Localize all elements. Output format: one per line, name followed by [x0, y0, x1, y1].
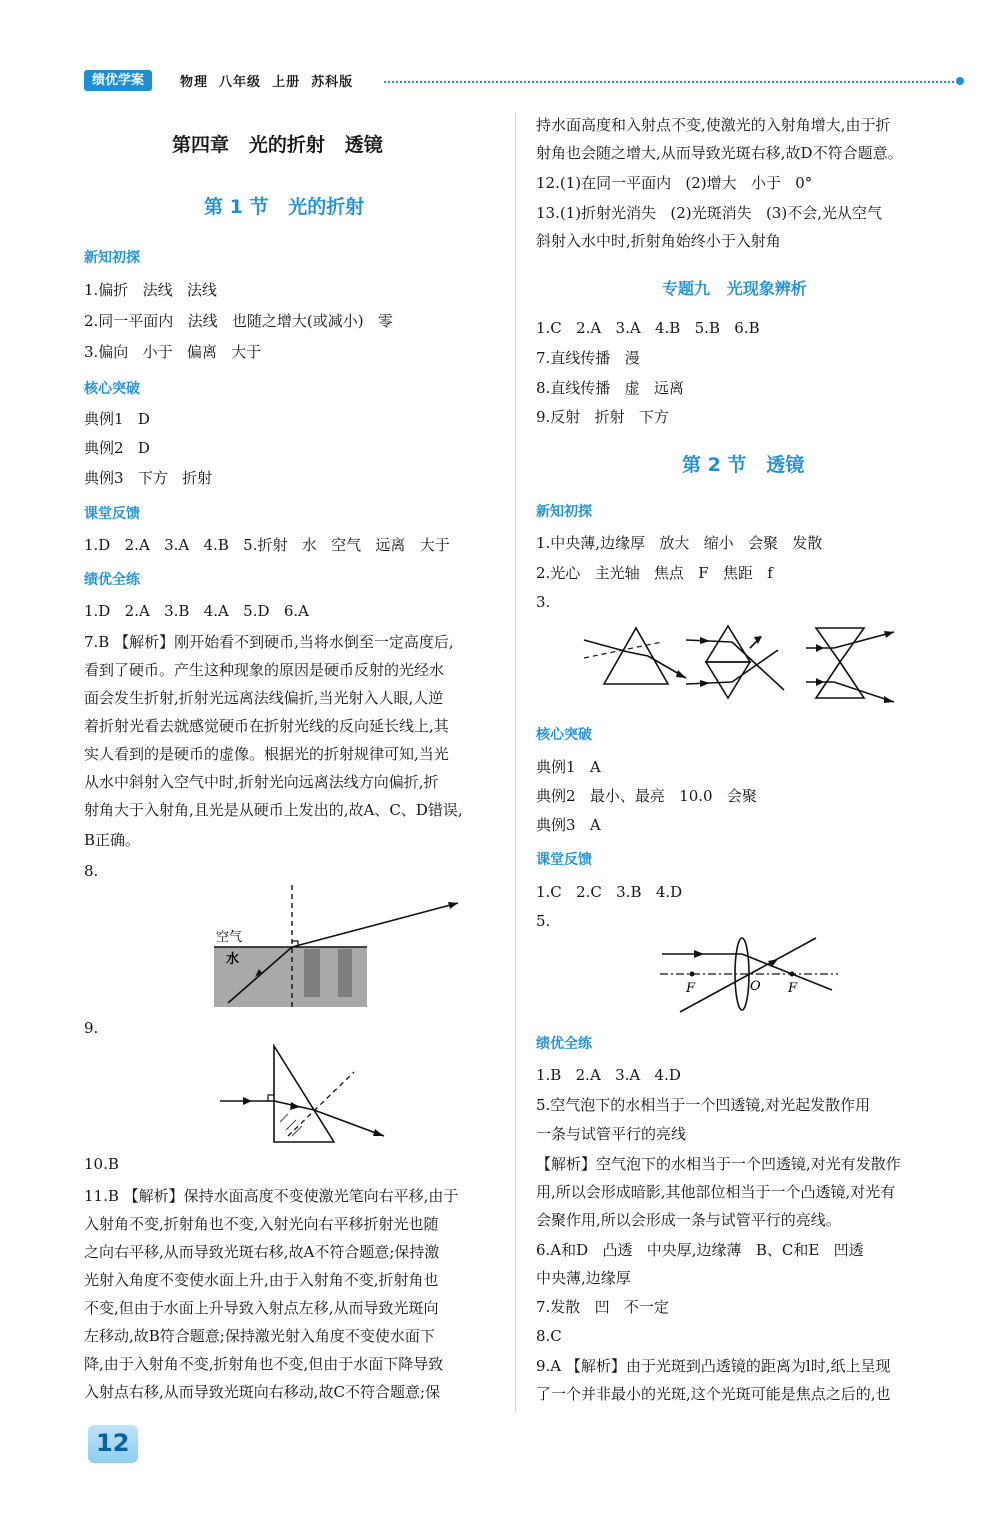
answer-line: 1.C 2.A 3.A 4.B 5.B 6.B [536, 319, 760, 337]
label-focus-left: F [686, 981, 696, 996]
explanation-line: 面会发生折射,折射光远离法线偏折,当光射入人眼,人逆 [84, 689, 444, 707]
explanation-line: 用,所以会形成暗影,其他部位相当于一个凸透镜,对光有 [536, 1183, 896, 1201]
arrow-head-icon [448, 902, 458, 909]
answer-line: 中央薄,边缘厚 [536, 1269, 631, 1287]
answer-line: 斜射入水中时,折射角始终小于入射角 [536, 232, 781, 250]
answer-line: 12.(1)在同一平面内 (2)增大 小于 0° [536, 174, 813, 192]
answer-line: 1.D 2.A 3.A 4.B 5.折射 水 空气 远离 大于 [84, 536, 450, 554]
right-column [536, 0, 966, 1517]
label-optical-center: O [750, 979, 761, 994]
section-title: 第 1 节 光的折射 [204, 196, 365, 218]
explanation-line: 入射角不变,折射角也不变,入射光向右平移折射光也随 [84, 1215, 439, 1233]
answer-line: 典例1 A [536, 758, 601, 776]
header-text: 物理 八年级 上册 苏科版 [180, 75, 354, 90]
explanation-line: 入射点右移,从而导致光斑向右移动,故C不符合题意;保 [84, 1383, 441, 1401]
refraction-diagram-water-air [212, 885, 472, 1010]
left-column [84, 0, 514, 1517]
question-number: 3. [536, 593, 551, 611]
heading-ketang: 课堂反馈 [536, 852, 592, 868]
label-focus-right: F [788, 981, 798, 996]
explanation-line: 持水面高度和入射点不变,使激光的入射角增大,由于折 [536, 116, 891, 134]
answer-line: 1.中央薄,边缘厚 放大 缩小 会聚 发散 [536, 534, 823, 552]
heading-xinzhi: 新知初探 [84, 250, 140, 266]
explanation-line: 会聚作用,所以会形成一条与试管平行的亮线。 [536, 1211, 841, 1229]
answer-line: 2.光心 主光轴 焦点 F 焦距 f [536, 564, 773, 582]
emergent-ray [314, 1110, 384, 1136]
chapter-title: 第四章 光的折射 透镜 [172, 134, 383, 156]
answer-line: 典例3 下方 折射 [84, 469, 213, 487]
answer-line: 1.C 2.C 3.B 4.D [536, 883, 683, 901]
prism-hatch [280, 1114, 288, 1122]
explanation-line: 【解析】空气泡下的水相当于一个凹透镜,对光有发散作 [536, 1155, 901, 1173]
explanation-line: 看到了硬币。产生这种现象的原因是硬币反射的光经水 [84, 661, 445, 679]
page-number-box [88, 1425, 138, 1463]
coin-image-shade [304, 949, 320, 997]
answer-line: 1.D 2.A 3.B 4.A 5.D 6.A [84, 602, 309, 620]
question-number: 5. [536, 912, 551, 930]
convex-lens-diagram [660, 934, 850, 1024]
answer-line: 5.空气泡下的水相当于一个凹透镜,对光起发散作用 [536, 1096, 871, 1114]
heading-hexin: 核心突破 [536, 727, 592, 743]
answer-line: 2.同一平面内 法线 也随之增大(或减小) 零 [84, 312, 393, 330]
answer-line: 13.(1)折射光消失 (2)光斑消失 (3)不会,光从空气 [536, 204, 882, 222]
answer-line: 3.偏向 小于 偏离 大于 [84, 343, 262, 361]
header-badge: 绩优学案 [84, 70, 152, 91]
heading-hexin: 核心突破 [84, 381, 140, 397]
explanation-line: 着折射光看去就感觉硬币在折射光线的反向延长线上,其 [84, 717, 449, 735]
heading-jiyou: 绩优全练 [536, 1036, 592, 1052]
answer-line: 典例2 D [84, 439, 150, 457]
answer-line: 典例1 D [84, 410, 150, 428]
focal-point-left [690, 972, 695, 977]
answer-line: 9.反射 折射 下方 [536, 408, 669, 426]
explanation-line: 降,由于入射角不变,折射角也不变,但由于水面下降导致 [84, 1355, 444, 1373]
question-number: 8. [84, 862, 99, 880]
prism-refraction-diagram [216, 1044, 466, 1144]
answer-line: 7.直线传播 漫 [536, 349, 640, 367]
right-angle-mark [268, 1095, 274, 1101]
explanation-line: 11.B 【解析】保持水面高度不变使激光笔向右平移,由于 [84, 1187, 459, 1205]
arrow-head-icon [373, 1129, 384, 1136]
topic-title: 专题九 光现象辨析 [662, 279, 807, 298]
prism-diagram [584, 628, 686, 684]
arrow-head-icon [243, 1097, 252, 1105]
refracted-ray [292, 903, 458, 947]
inverted-prism-diagram [806, 628, 894, 703]
explanation-line: 左移动,故B符合题意;保持激光射入角度不变使水面下 [84, 1327, 435, 1345]
heading-xinzhi: 新知初探 [536, 504, 592, 520]
answer-line: 6.A和D 凸透 中央厚,边缘薄 B、C和E 凹透 [536, 1241, 864, 1259]
normal-line [288, 1072, 354, 1136]
explanation-line: 之向右平移,从而导致光斑右移,故A不符合题意;保持激 [84, 1243, 440, 1261]
question-number: 9. [84, 1019, 99, 1037]
answer-line: 8.C [536, 1327, 562, 1345]
explanation-line: 射角大于入射角,且光是从硬币上发出的,故A、C、D错误, [84, 801, 463, 819]
answer-line: 1.偏折 法线 法线 [84, 281, 217, 299]
arrow-head-icon [694, 950, 704, 958]
coin-image-shade [338, 949, 352, 997]
explanation-line: 不变,但由于水面上升导致入射点左移,从而导致光斑向 [84, 1299, 439, 1317]
heading-ketang: 课堂反馈 [84, 506, 140, 522]
label-air: 空气 [216, 930, 243, 945]
answer-line: 8.直线传播 虚 远离 [536, 379, 684, 397]
answer-line: 10.B [84, 1155, 119, 1173]
explanation-line: 从水中斜射入空气中时,折射光向远离法线方向偏折,折 [84, 773, 439, 791]
answer-line: 典例3 A [536, 816, 601, 834]
explanation-line: 了一个并非最小的光斑,这个光斑可能是焦点之后的,也 [536, 1385, 891, 1403]
explanation-line: 7.B 【解析】刚开始看不到硬币,当将水倒至一定高度后, [84, 633, 454, 651]
column-divider [515, 112, 516, 1412]
explanation-line: 光射入角度不变使水面上升,由于入射角不变,折射角也 [84, 1271, 439, 1289]
explanation-line: B正确。 [84, 831, 141, 849]
answer-line: 1.B 2.A 3.A 4.D [536, 1066, 681, 1084]
lens-diagrams [582, 620, 922, 715]
prism-hatch [286, 1120, 296, 1130]
answer-line: 一条与试管平行的亮线 [536, 1125, 687, 1143]
answer-line: 7.发散 凹 不一定 [536, 1298, 669, 1316]
explanation-line: 9.A 【解析】由于光斑到凸透镜的距离为l时,纸上呈现 [536, 1357, 891, 1375]
explanation-line: 射角也会随之增大,从而导致光斑右移,故D不符合题意。 [536, 144, 903, 162]
label-water: 水 [226, 952, 240, 967]
page-number: 12 [96, 1429, 130, 1457]
double-prism-diagram [686, 626, 784, 698]
explanation-line: 实人看到的是硬币的虚像。根据光的折射规律可知,当光 [84, 745, 449, 763]
answer-line: 典例2 最小、最亮 10.0 会聚 [536, 787, 757, 805]
section-title: 第 2 节 透镜 [682, 454, 805, 476]
heading-jiyou: 绩优全练 [84, 572, 140, 588]
prism-triangle [274, 1046, 334, 1142]
